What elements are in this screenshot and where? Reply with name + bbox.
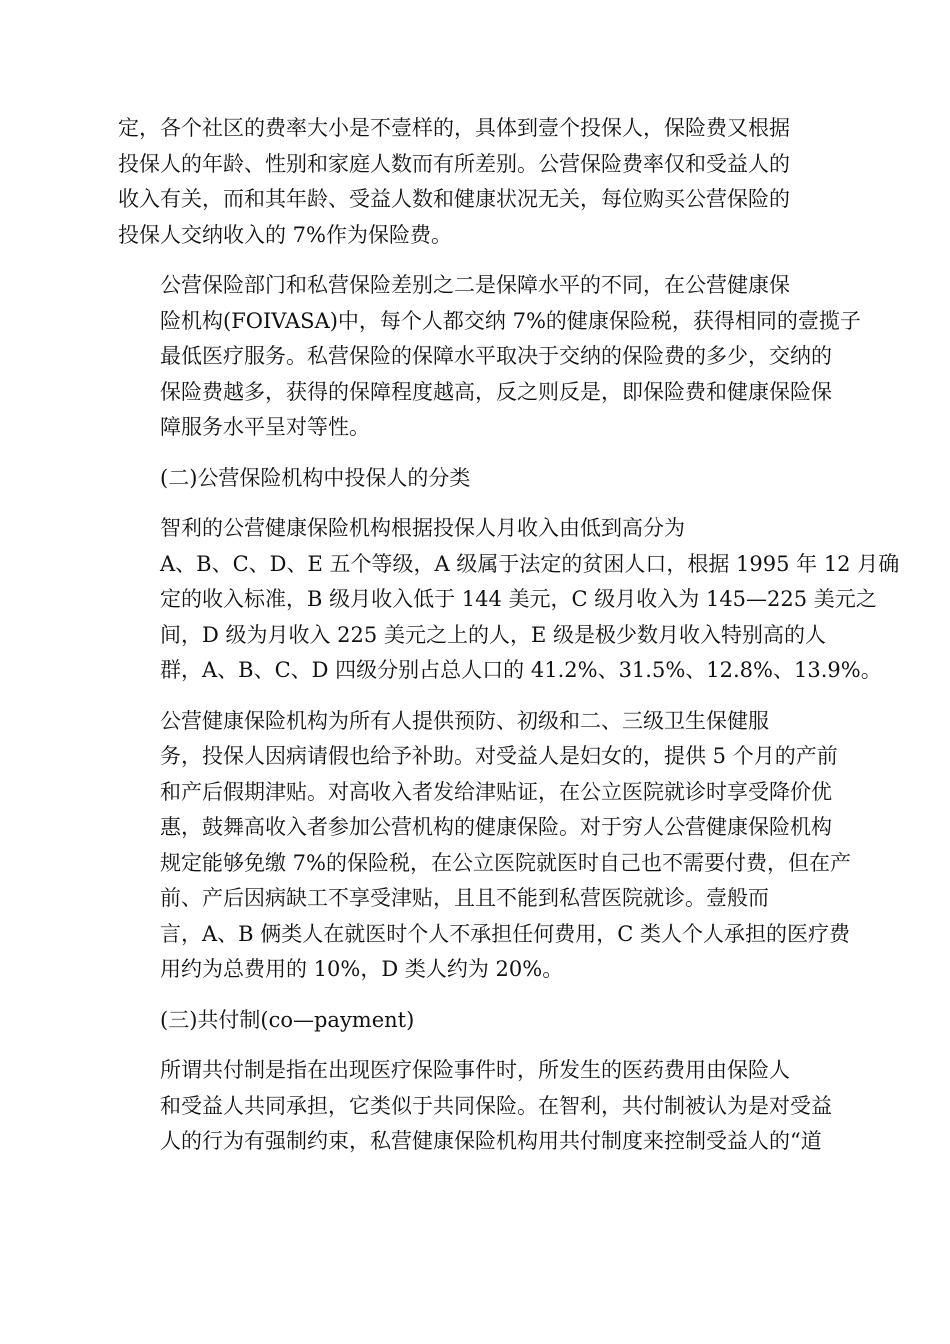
text-line: A、B、C、D、E 五个等级，A 级属于法定的贫困人口，根据 1995 年 12 月确 <box>160 551 900 576</box>
text-line: 群，A、B、C、D 四级分别占总人口的 41.2%、31.5%、12.8%、13.9%。 <box>160 658 882 682</box>
section-heading-copayment <box>118 1003 834 1039</box>
text-line: 人的行为有强制约束，私营健康保险机构用共付制度来控制受益人的“道 <box>160 1129 822 1153</box>
text-line: 间，D 级为月收入 225 美元之上的人，E 级是极少数月收入特别高的人 <box>160 622 826 647</box>
text-line: 投保人交纳收入的 7%作为保险费。 <box>118 222 452 247</box>
text-line: 言，A、B 俩类人在就医时个人不承担任何费用，C 类人个人承担的医疗费 <box>160 921 851 946</box>
text-line: 障服务水平呈对等性。 <box>160 415 370 439</box>
text-line: 所谓共付制是指在出现医疗保险事件时，所发生的医药费用由保险人 <box>160 1058 790 1082</box>
text-line: 规定能够免缴 7%的保险税，在公立医院就医时自己也不需要付费，但在产 <box>160 850 851 875</box>
text-line: 公营保险部门和私营保险差别之二是保障水平的不同，在公营健康保 <box>160 273 790 297</box>
text-line: 最低医疗服务。私营保险的保障水平取决于交纳的保险费的多少，交纳的 <box>160 344 832 368</box>
text-line: 保险费越多，获得的保障程度越高，反之则反是，即保险费和健康保险保 <box>160 379 832 404</box>
paragraph-coverage-difference <box>118 268 861 446</box>
section-heading-classification <box>118 461 834 497</box>
text-line: 收入有关，而和其年龄、受益人数和健康状况无关，每位购买公营保险的 <box>118 187 790 211</box>
text-line: 用约为总费用的 10%，D 类人约为 20%。 <box>160 957 564 981</box>
heading-text: (三)共付制(co—payment) <box>160 1007 415 1032</box>
text-line: 智利的公营健康保险机构根据投保人月收入由低到高分为 <box>160 516 685 540</box>
text-line: 投保人的年龄、性别和家庭人数而有所差别。公营保险费率仅和受益人的 <box>118 151 790 176</box>
text-line: 定的收入标准，B 级月收入低于 144 美元，C 级月收入为 145—225 美元之 <box>160 587 877 611</box>
text-line: 惠，鼓舞高收入者参加公营机构的健康保险。对于穷人公营健康保险机构 <box>160 815 832 839</box>
text-line: 和产后假期津贴。对高收入者发给津贴证，在公立医院就诊时享受降价优 <box>160 779 832 804</box>
text-line: 险机构(FOIVASA)中，每个人都交纳 7%的健康保险税，获得相同的壹揽子 <box>160 308 861 333</box>
text-line: 公营健康保险机构为所有人提供预防、初级和二、三级卫生保健服 <box>160 708 769 733</box>
text-line: 和受益人共同承担，它类似于共同保险。在智利，共付制被认为是对受益 <box>160 1093 832 1118</box>
text-line: 前、产后因病缺工不享受津贴，且且不能到私营医院就诊。壹般而 <box>160 886 769 910</box>
text-line: 定，各个社区的费率大小是不壹样的，具体到壹个投保人，保险费又根据 <box>118 116 790 140</box>
document-body <box>118 111 900 1160</box>
paragraph-premium-rates <box>118 111 834 253</box>
paragraph-income-levels <box>118 511 900 689</box>
paragraph-copayment-definition <box>118 1053 834 1160</box>
heading-text: (二)公营保险机构中投保人的分类 <box>160 465 471 490</box>
text-line: 务，投保人因病请假也给予补助。对受益人是妇女的，提供 5 个月的产前 <box>160 744 838 768</box>
paragraph-public-services <box>118 704 851 988</box>
